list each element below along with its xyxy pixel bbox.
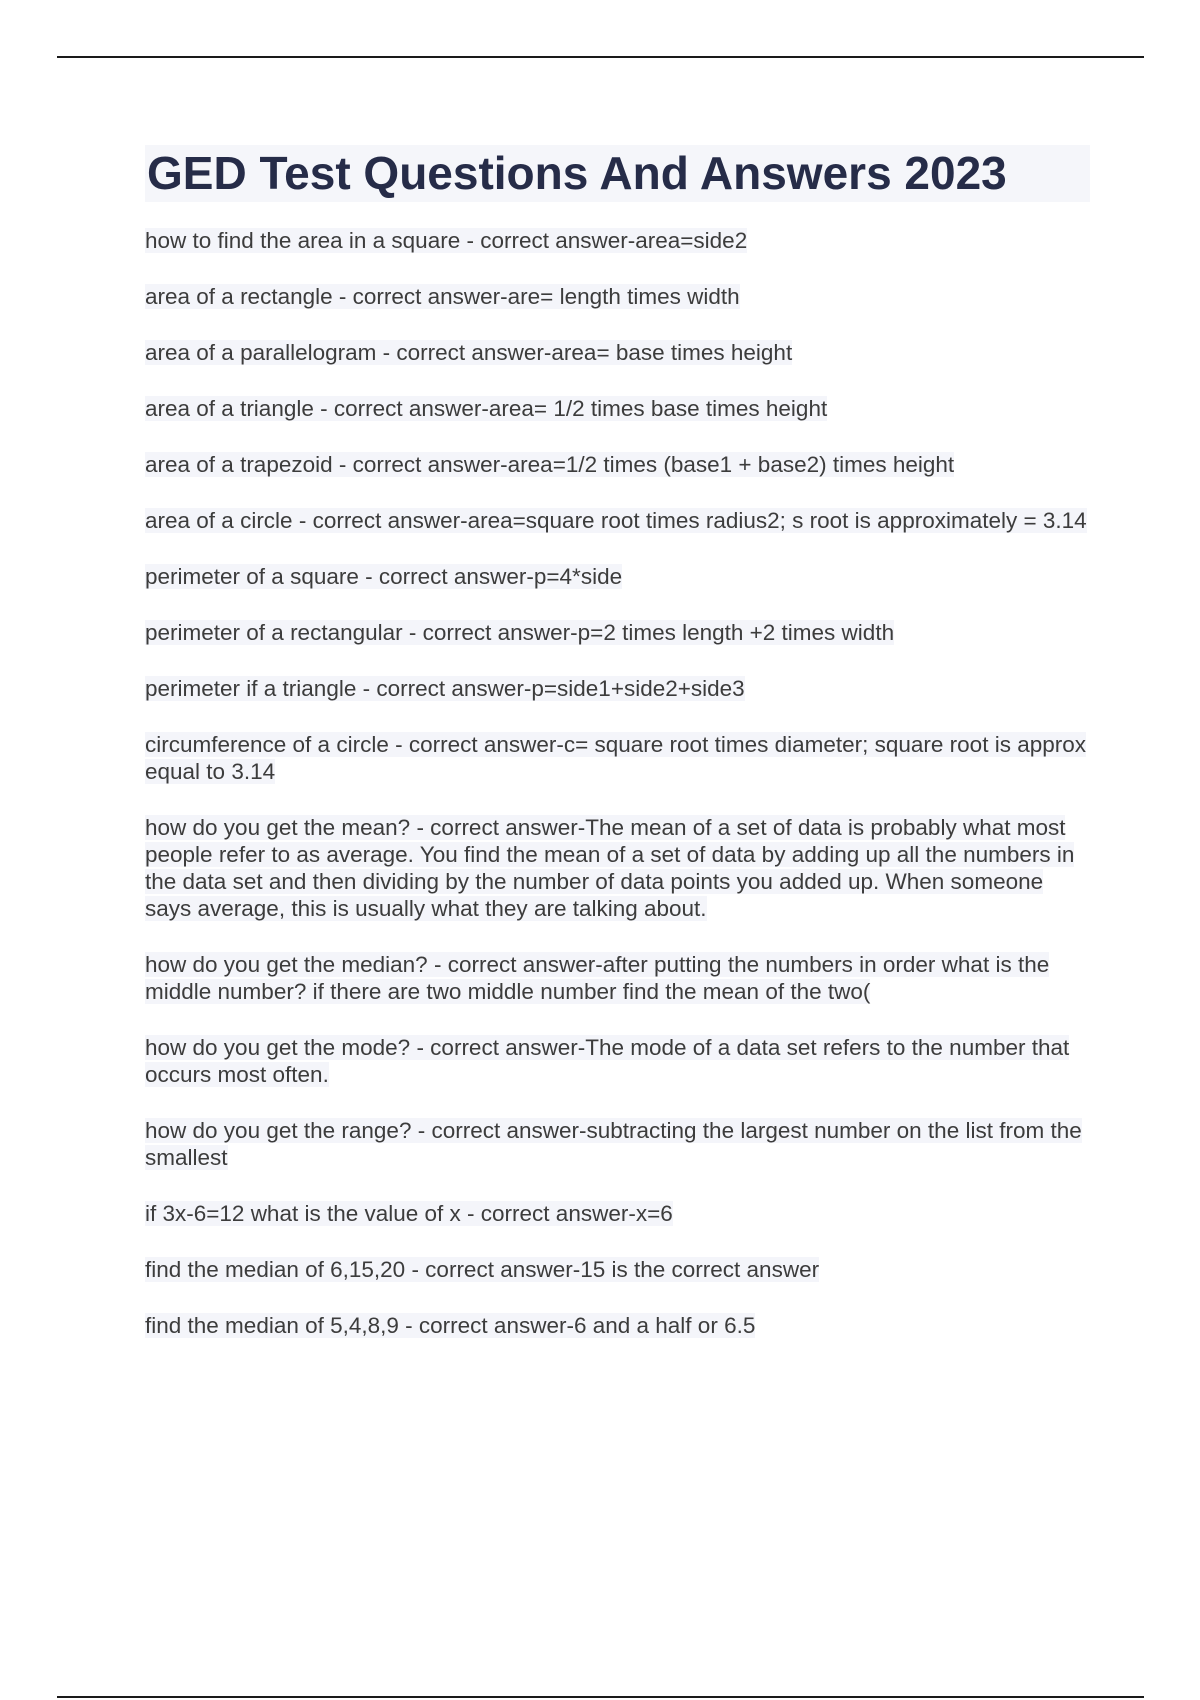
qa-text: if 3x-6=12 what is the value of x - correct answer-x=6 bbox=[145, 1201, 673, 1226]
document-body bbox=[145, 145, 1090, 1368]
qa-list bbox=[145, 227, 1090, 1339]
qa-item bbox=[145, 1117, 1090, 1171]
qa-item bbox=[145, 1312, 1090, 1339]
qa-text: how do you get the median? - correct answer-after putting the numbers in order what is the middle number? if there are two middle number find the mean of the two( bbox=[145, 952, 1050, 1004]
qa-text: perimeter of a rectangular - correct answer-p=2 times length +2 times width bbox=[145, 620, 895, 645]
qa-text: perimeter of a square - correct answer-p=4*side bbox=[145, 564, 623, 589]
qa-text: circumference of a circle - correct answer-c= square root times diameter; square root is approx equal to 3.14 bbox=[145, 732, 1086, 784]
qa-text: perimeter if a triangle - correct answer-p=side1+side2+side3 bbox=[145, 676, 745, 701]
qa-item bbox=[145, 675, 1090, 702]
qa-text: how do you get the mean? - correct answer-The mean of a set of data is probably what most people refer to as average. You find the mean of a set of data by adding up all the numbers in the data set and then dividing by the number of data points you added up. When someone says average, this is usually what they are talking about. bbox=[145, 815, 1075, 921]
qa-item bbox=[145, 227, 1090, 254]
qa-item bbox=[145, 1034, 1090, 1088]
qa-item bbox=[145, 339, 1090, 366]
qa-item bbox=[145, 283, 1090, 310]
qa-item bbox=[145, 563, 1090, 590]
qa-item bbox=[145, 731, 1090, 785]
qa-text: area of a circle - correct answer-area=square root times radius2; s root is approximately = 3.14 bbox=[145, 508, 1087, 533]
qa-item bbox=[145, 507, 1090, 534]
qa-item bbox=[145, 1256, 1090, 1283]
qa-item bbox=[145, 395, 1090, 422]
qa-item bbox=[145, 1200, 1090, 1227]
qa-item bbox=[145, 451, 1090, 478]
top-rule bbox=[57, 56, 1144, 58]
qa-text: find the median of 6,15,20 - correct answer-15 is the correct answer bbox=[145, 1257, 820, 1282]
qa-item bbox=[145, 619, 1090, 646]
qa-item bbox=[145, 951, 1090, 1005]
qa-text: area of a rectangle - correct answer-are= length times width bbox=[145, 284, 740, 309]
qa-text: how do you get the mode? - correct answer-The mode of a data set refers to the number that occurs most often. bbox=[145, 1035, 1070, 1087]
qa-item bbox=[145, 814, 1090, 922]
qa-text: area of a parallelogram - correct answer-area= base times height bbox=[145, 340, 793, 365]
qa-text: find the median of 5,4,8,9 - correct answer-6 and a half or 6.5 bbox=[145, 1313, 756, 1338]
qa-text: area of a trapezoid - correct answer-area=1/2 times (base1 + base2) times height bbox=[145, 452, 955, 477]
qa-text: how do you get the range? - correct answer-subtracting the largest number on the list from the smallest bbox=[145, 1118, 1082, 1170]
qa-text: area of a triangle - correct answer-area= 1/2 times base times height bbox=[145, 396, 828, 421]
qa-text: how to find the area in a square - correct answer-area=side2 bbox=[145, 228, 748, 253]
document-title: GED Test Questions And Answers 2023 bbox=[145, 145, 1090, 202]
bottom-rule bbox=[57, 1696, 1144, 1698]
